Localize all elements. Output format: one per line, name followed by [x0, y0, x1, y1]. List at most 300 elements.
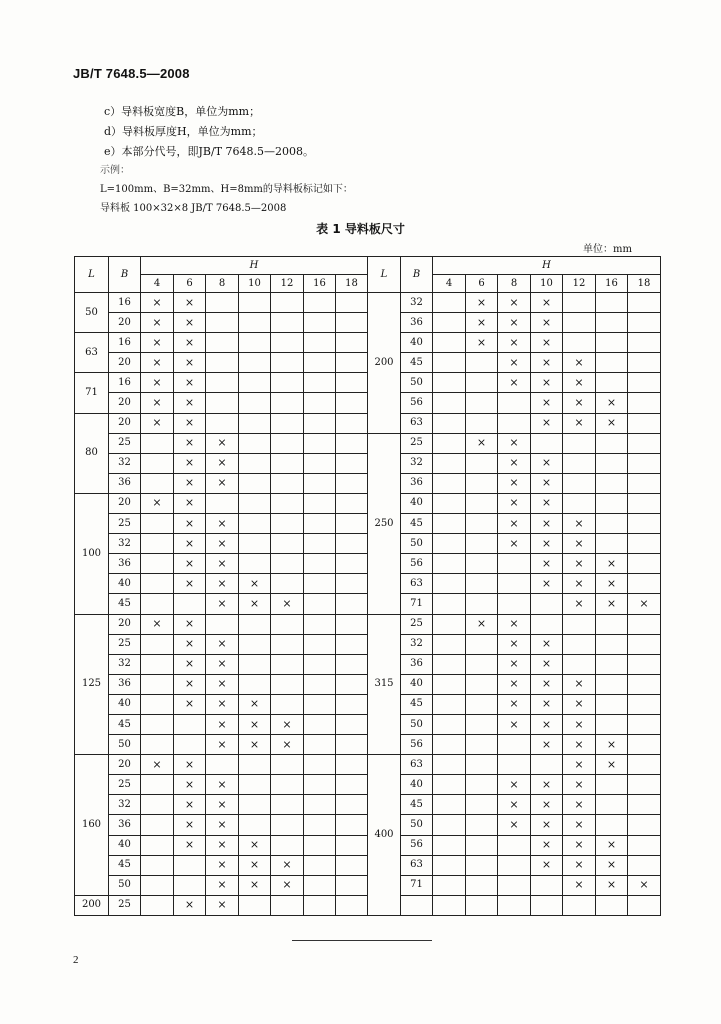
empty-cell: [498, 574, 531, 594]
available-mark: ×: [531, 735, 563, 755]
available-mark: ×: [174, 393, 206, 413]
table-row: [75, 433, 661, 453]
empty-cell: [628, 574, 661, 594]
empty-cell: [466, 353, 498, 373]
empty-cell: [531, 594, 563, 614]
table-row: [75, 755, 661, 775]
available-mark: ×: [174, 654, 206, 674]
available-mark: ×: [498, 694, 531, 714]
empty-cell: [141, 875, 174, 895]
empty-cell: [304, 333, 336, 353]
empty-cell: [336, 373, 368, 393]
empty-cell: [141, 473, 174, 493]
available-mark: ×: [563, 755, 596, 775]
empty-cell: [271, 514, 304, 534]
available-mark: ×: [596, 735, 628, 755]
empty-cell: [466, 775, 498, 795]
empty-cell: [433, 895, 466, 915]
empty-cell: [271, 554, 304, 574]
empty-cell: [596, 313, 628, 333]
empty-cell: [596, 775, 628, 795]
empty-cell: [498, 855, 531, 875]
available-mark: ×: [498, 433, 531, 453]
empty-cell: [596, 534, 628, 554]
empty-cell: [628, 895, 661, 915]
empty-cell: [466, 654, 498, 674]
empty-cell: [596, 493, 628, 513]
empty-cell: [628, 373, 661, 393]
empty-cell: [336, 694, 368, 714]
empty-cell: [304, 875, 336, 895]
available-mark: ×: [206, 654, 239, 674]
empty-cell: [336, 594, 368, 614]
empty-cell: [141, 694, 174, 714]
available-mark: ×: [239, 835, 271, 855]
empty-cell: [628, 433, 661, 453]
standard-code-header: JB/T 7648.5—2008: [73, 66, 190, 81]
empty-cell: [304, 895, 336, 915]
available-mark: ×: [563, 594, 596, 614]
h-value-8: 8: [206, 275, 239, 293]
available-mark: ×: [563, 554, 596, 574]
width-B-cell: 25: [109, 514, 141, 534]
width-B-cell: 25: [109, 634, 141, 654]
available-mark: ×: [206, 674, 239, 694]
width-B-cell: 63: [401, 755, 433, 775]
width-B-cell: 32: [109, 795, 141, 815]
available-mark: ×: [596, 855, 628, 875]
empty-cell: [628, 293, 661, 313]
available-mark: ×: [531, 373, 563, 393]
empty-cell: [239, 353, 271, 373]
width-B-cell: 45: [401, 694, 433, 714]
empty-cell: [141, 554, 174, 574]
available-mark: ×: [141, 755, 174, 775]
available-mark: ×: [206, 835, 239, 855]
width-B-cell: 40: [401, 775, 433, 795]
empty-cell: [304, 614, 336, 634]
empty-cell: [336, 795, 368, 815]
width-B-cell: 25: [109, 433, 141, 453]
empty-cell: [596, 433, 628, 453]
empty-cell: [304, 453, 336, 473]
empty-cell: [433, 654, 466, 674]
available-mark: ×: [141, 413, 174, 433]
width-B-cell: 20: [109, 313, 141, 333]
width-B-cell: 45: [109, 855, 141, 875]
col-header-B: B: [109, 257, 141, 293]
empty-cell: [596, 614, 628, 634]
empty-cell: [433, 493, 466, 513]
available-mark: ×: [271, 594, 304, 614]
empty-cell: [596, 473, 628, 493]
available-mark: ×: [174, 514, 206, 534]
empty-cell: [304, 493, 336, 513]
empty-cell: [206, 493, 239, 513]
empty-cell: [596, 514, 628, 534]
available-mark: ×: [206, 554, 239, 574]
available-mark: ×: [498, 795, 531, 815]
available-mark: ×: [174, 634, 206, 654]
h-value-6: 6: [174, 275, 206, 293]
available-mark: ×: [141, 313, 174, 333]
available-mark: ×: [531, 353, 563, 373]
col-header-H: H: [141, 257, 368, 275]
available-mark: ×: [628, 875, 661, 895]
empty-cell: [596, 694, 628, 714]
empty-cell: [498, 875, 531, 895]
available-mark: ×: [174, 433, 206, 453]
empty-cell: [141, 453, 174, 473]
width-B-cell: 36: [109, 473, 141, 493]
available-mark: ×: [596, 393, 628, 413]
available-mark: ×: [596, 554, 628, 574]
empty-cell: [141, 775, 174, 795]
empty-cell: [271, 534, 304, 554]
available-mark: ×: [466, 313, 498, 333]
empty-cell: [433, 674, 466, 694]
available-mark: ×: [498, 614, 531, 634]
empty-cell: [304, 714, 336, 734]
empty-cell: [206, 313, 239, 333]
empty-cell: [239, 413, 271, 433]
empty-cell: [141, 574, 174, 594]
empty-cell: [466, 473, 498, 493]
empty-cell: [271, 413, 304, 433]
empty-cell: [206, 755, 239, 775]
footer-rule: [292, 940, 432, 941]
empty-cell: [141, 534, 174, 554]
empty-cell: [174, 594, 206, 614]
empty-cell: [141, 815, 174, 835]
empty-cell: [271, 614, 304, 634]
empty-cell: [466, 393, 498, 413]
empty-cell: [433, 815, 466, 835]
empty-cell: [433, 514, 466, 534]
width-B-cell: 71: [401, 875, 433, 895]
empty-cell: [466, 574, 498, 594]
width-B-cell: 20: [109, 353, 141, 373]
available-mark: ×: [531, 453, 563, 473]
empty-cell: [336, 554, 368, 574]
available-mark: ×: [531, 313, 563, 333]
empty-cell: [304, 534, 336, 554]
empty-cell: [271, 393, 304, 413]
width-B-cell: 25: [401, 614, 433, 634]
available-mark: ×: [141, 493, 174, 513]
empty-cell: [498, 835, 531, 855]
empty-cell: [336, 313, 368, 333]
available-mark: ×: [174, 333, 206, 353]
empty-cell: [628, 694, 661, 714]
empty-cell: [239, 534, 271, 554]
available-mark: ×: [174, 815, 206, 835]
empty-cell: [304, 393, 336, 413]
available-mark: ×: [466, 333, 498, 353]
empty-cell: [628, 313, 661, 333]
width-B-cell: 16: [109, 333, 141, 353]
empty-cell: [563, 634, 596, 654]
empty-cell: [466, 855, 498, 875]
empty-cell: [498, 755, 531, 775]
available-mark: ×: [174, 453, 206, 473]
available-mark: ×: [206, 795, 239, 815]
width-B-cell: 50: [401, 534, 433, 554]
example-label: 示例：: [100, 165, 130, 176]
empty-cell: [531, 433, 563, 453]
empty-cell: [271, 353, 304, 373]
empty-cell: [466, 514, 498, 534]
width-B-cell: 56: [401, 393, 433, 413]
width-B-cell: 40: [401, 674, 433, 694]
empty-cell: [141, 674, 174, 694]
empty-cell: [336, 755, 368, 775]
empty-cell: [271, 755, 304, 775]
empty-cell: [628, 554, 661, 574]
empty-cell: [596, 714, 628, 734]
empty-cell: [466, 413, 498, 433]
available-mark: ×: [596, 755, 628, 775]
empty-cell: [336, 614, 368, 634]
available-mark: ×: [271, 875, 304, 895]
empty-cell: [466, 755, 498, 775]
empty-cell: [466, 714, 498, 734]
width-B-cell: 32: [109, 453, 141, 473]
example-description: L=100mm、B=32mm、H=8mm的导料板标记如下：: [100, 184, 353, 195]
col-header-L: L: [75, 257, 109, 293]
available-mark: ×: [563, 694, 596, 714]
empty-cell: [141, 855, 174, 875]
available-mark: ×: [239, 574, 271, 594]
empty-cell: [304, 735, 336, 755]
empty-cell: [498, 393, 531, 413]
empty-cell: [336, 654, 368, 674]
empty-cell: [141, 714, 174, 734]
available-mark: ×: [174, 313, 206, 333]
available-mark: ×: [206, 453, 239, 473]
width-B-cell: 63: [401, 413, 433, 433]
available-mark: ×: [141, 293, 174, 313]
empty-cell: [141, 795, 174, 815]
available-mark: ×: [239, 694, 271, 714]
empty-cell: [466, 594, 498, 614]
available-mark: ×: [206, 855, 239, 875]
empty-cell: [596, 895, 628, 915]
available-mark: ×: [531, 835, 563, 855]
empty-cell: [271, 473, 304, 493]
available-mark: ×: [239, 714, 271, 734]
empty-cell: [239, 473, 271, 493]
available-mark: ×: [174, 473, 206, 493]
available-mark: ×: [271, 714, 304, 734]
empty-cell: [206, 333, 239, 353]
empty-cell: [596, 634, 628, 654]
length-L-cell: 200: [75, 895, 109, 915]
empty-cell: [628, 493, 661, 513]
width-B-cell: 40: [109, 835, 141, 855]
empty-cell: [433, 614, 466, 634]
available-mark: ×: [531, 473, 563, 493]
width-B-cell: 36: [401, 313, 433, 333]
empty-cell: [433, 775, 466, 795]
empty-cell: [433, 735, 466, 755]
empty-cell: [498, 895, 531, 915]
empty-cell: [466, 634, 498, 654]
available-mark: ×: [206, 735, 239, 755]
available-mark: ×: [498, 293, 531, 313]
empty-cell: [628, 855, 661, 875]
empty-cell: [336, 514, 368, 534]
empty-cell: [304, 473, 336, 493]
empty-cell: [336, 674, 368, 694]
available-mark: ×: [174, 674, 206, 694]
empty-cell: [498, 413, 531, 433]
empty-cell: [433, 453, 466, 473]
width-B-cell: 36: [109, 815, 141, 835]
available-mark: ×: [531, 514, 563, 534]
empty-cell: [304, 634, 336, 654]
available-mark: ×: [206, 775, 239, 795]
length-L-cell: 160: [75, 755, 109, 896]
empty-cell: [206, 413, 239, 433]
empty-cell: [433, 353, 466, 373]
length-L-cell: 100: [75, 493, 109, 614]
available-mark: ×: [563, 353, 596, 373]
empty-cell: [628, 735, 661, 755]
example-marking: 导料板 100×32×8 JB/T 7648.5—2008: [100, 203, 287, 214]
empty-cell: [628, 775, 661, 795]
width-B-cell: 45: [109, 594, 141, 614]
available-mark: ×: [563, 775, 596, 795]
empty-cell: [433, 714, 466, 734]
empty-cell: [336, 473, 368, 493]
available-mark: ×: [206, 514, 239, 534]
empty-cell: [336, 534, 368, 554]
width-B-cell: 40: [401, 493, 433, 513]
length-L-cell: 71: [75, 373, 109, 413]
empty-cell: [628, 654, 661, 674]
empty-cell: [141, 433, 174, 453]
empty-cell: [596, 333, 628, 353]
empty-cell: [628, 674, 661, 694]
empty-cell: [239, 393, 271, 413]
empty-cell: [433, 393, 466, 413]
available-mark: ×: [531, 815, 563, 835]
empty-cell: [596, 453, 628, 473]
empty-cell: [466, 674, 498, 694]
empty-cell: [596, 674, 628, 694]
empty-cell: [596, 293, 628, 313]
h-value-6: 6: [466, 275, 498, 293]
available-mark: ×: [206, 815, 239, 835]
empty-cell: [433, 373, 466, 393]
empty-cell: [433, 634, 466, 654]
empty-cell: [563, 654, 596, 674]
available-mark: ×: [498, 815, 531, 835]
empty-cell: [336, 815, 368, 835]
h-value-8: 8: [498, 275, 531, 293]
length-L-cell: 400: [368, 755, 401, 916]
dimension-table: [74, 256, 661, 916]
empty-cell: [141, 895, 174, 915]
length-L-cell: 315: [368, 614, 401, 755]
empty-cell: [628, 714, 661, 734]
width-B-cell: 36: [109, 674, 141, 694]
length-L-cell: 125: [75, 614, 109, 755]
available-mark: ×: [531, 493, 563, 513]
empty-cell: [141, 594, 174, 614]
table-unit: 单位：mm: [583, 244, 632, 255]
empty-cell: [141, 634, 174, 654]
empty-cell: [304, 353, 336, 373]
width-B-cell: 40: [109, 694, 141, 714]
available-mark: ×: [563, 795, 596, 815]
width-B-cell: 50: [401, 815, 433, 835]
empty-cell: [239, 373, 271, 393]
empty-cell: [239, 755, 271, 775]
empty-cell: [466, 554, 498, 574]
empty-cell: [433, 413, 466, 433]
empty-cell: [336, 574, 368, 594]
empty-cell: [271, 493, 304, 513]
empty-cell: [239, 775, 271, 795]
available-mark: ×: [206, 634, 239, 654]
empty-cell: [433, 755, 466, 775]
width-B-cell: 20: [109, 493, 141, 513]
empty-cell: [239, 654, 271, 674]
width-B-cell: 36: [401, 473, 433, 493]
empty-cell: [531, 875, 563, 895]
empty-cell: [239, 433, 271, 453]
available-mark: ×: [174, 293, 206, 313]
col-header-B: B: [401, 257, 433, 293]
empty-cell: [174, 855, 206, 875]
empty-cell: [628, 393, 661, 413]
empty-cell: [531, 755, 563, 775]
width-B-cell: 32: [401, 293, 433, 313]
available-mark: ×: [206, 574, 239, 594]
available-mark: ×: [498, 453, 531, 473]
empty-cell: [271, 775, 304, 795]
empty-cell: [433, 875, 466, 895]
length-L-cell: 80: [75, 413, 109, 493]
empty-cell: [498, 554, 531, 574]
available-mark: ×: [563, 534, 596, 554]
empty-cell: [628, 534, 661, 554]
empty-cell: [628, 514, 661, 534]
empty-cell: [206, 293, 239, 313]
available-mark: ×: [174, 694, 206, 714]
empty-cell: [271, 674, 304, 694]
empty-cell: [271, 453, 304, 473]
available-mark: ×: [498, 473, 531, 493]
available-mark: ×: [141, 373, 174, 393]
empty-cell: [466, 493, 498, 513]
empty-cell: [628, 473, 661, 493]
h-value-12: 12: [563, 275, 596, 293]
table-row: [75, 293, 661, 313]
empty-cell: [466, 453, 498, 473]
width-B-cell: 50: [401, 373, 433, 393]
empty-cell: [433, 554, 466, 574]
empty-cell: [433, 433, 466, 453]
h-value-18: 18: [336, 275, 368, 293]
available-mark: ×: [563, 815, 596, 835]
available-mark: ×: [174, 554, 206, 574]
available-mark: ×: [174, 413, 206, 433]
empty-cell: [628, 413, 661, 433]
available-mark: ×: [563, 875, 596, 895]
